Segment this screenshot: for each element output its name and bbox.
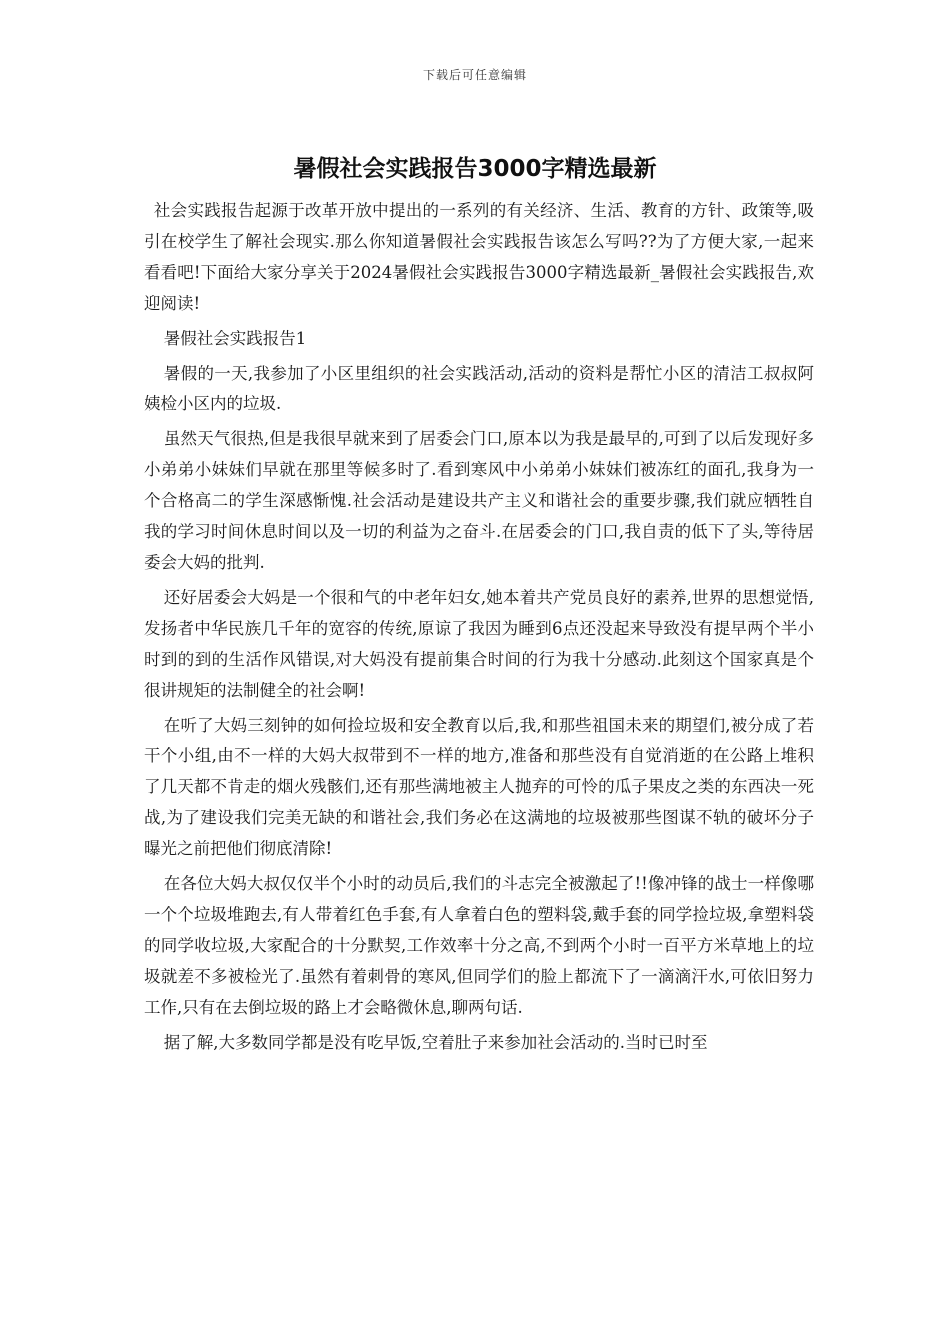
document-title: 暑假社会实践报告3000字精选最新 bbox=[293, 156, 657, 182]
body-paragraph: 还好居委会大妈是一个很和气的中老年妇女,她本着共产党员良好的素养,世界的思想觉悟,发扬者中华民族几千年的宽容的传统,原谅了我因为睡到6点还没起来导致没有提早两个半小时到的到的生活作风错误,对大妈没有提前集合时间的行为我十分感动.此刻这个国家真是个很讲规矩的法制健全的社会啊! bbox=[144, 587, 814, 700]
body-paragraph: 在听了大妈三刻钟的如何捡垃圾和安全教育以后,我,和那些祖国未来的期望们,被分成了若干个小组,由不一样的大妈大叔带到不一样的地方,准备和那些没有自觉消逝的在公路上堆积了几天都不肯走的烟火残骸们,还有那些满地被主人抛弃的可怜的瓜子果皮之类的东西决一死战,为了建设我们完美无缺的和谐社会,我们务必在这满地的垃圾被那些图谋不轨的破坏分子曝光之前把他们彻底清除! bbox=[144, 715, 814, 859]
document-body bbox=[144, 196, 814, 1058]
body-paragraph: 暑假的一天,我参加了小区里组织的社会实践活动,活动的资料是帮忙小区的清洁工叔叔阿姨检小区内的垃圾. bbox=[144, 363, 814, 414]
body-paragraph: 据了解,大多数同学都是没有吃早饭,空着肚子来参加社会活动的.当时已时至 bbox=[163, 1032, 708, 1052]
section-heading: 暑假社会实践报告1 bbox=[163, 328, 307, 348]
intro-paragraph: 社会实践报告起源于改革开放中提出的一系列的有关经济、生活、教育的方针、政策等,吸引在校学生了解社会现实.那么你知道暑假社会实践报告该怎么写吗??为了方便大家,一起来看看吧!下面给大家分享关于2024暑假社会实践报告3000字精选最新_暑假社会实践报告,欢迎阅读! bbox=[144, 201, 814, 313]
header-note: 下载后可任意编辑 bbox=[422, 68, 527, 82]
body-paragraph: 在各位大妈大叔仅仅半个小时的动员后,我们的斗志完全被激起了!!像冲锋的战士一样像哪一个个垃圾堆跑去,有人带着红色手套,有人拿着白色的塑料袋,戴手套的同学捡垃圾,拿塑料袋的同学收垃圾,大家配合的十分默契,工作效率十分之高,不到两个小时一百平方米草地上的垃圾就差不多被检光了.虽然有着刺骨的寒风,但同学们的脸上都流下了一滴滴汗水,可依旧努力工作,只有在去倒垃圾的路上才会略微休息,聊两句话. bbox=[144, 874, 814, 1017]
body-paragraph: 虽然天气很热,但是我很早就来到了居委会门口,原本以为我是最早的,可到了以后发现好多小弟弟小妹妹们早就在那里等候多时了.看到寒风中小弟弟小妹妹们被冻红的面孔,我身为一个合格高二的学生深感惭愧.社会活动是建设共产主义和谐社会的重要步骤,我们就应牺牲自我的学习时间休息时间以及一切的利益为之奋斗.在居委会的门口,我自责的低下了头,等待居委会大妈的批判. bbox=[144, 429, 814, 572]
